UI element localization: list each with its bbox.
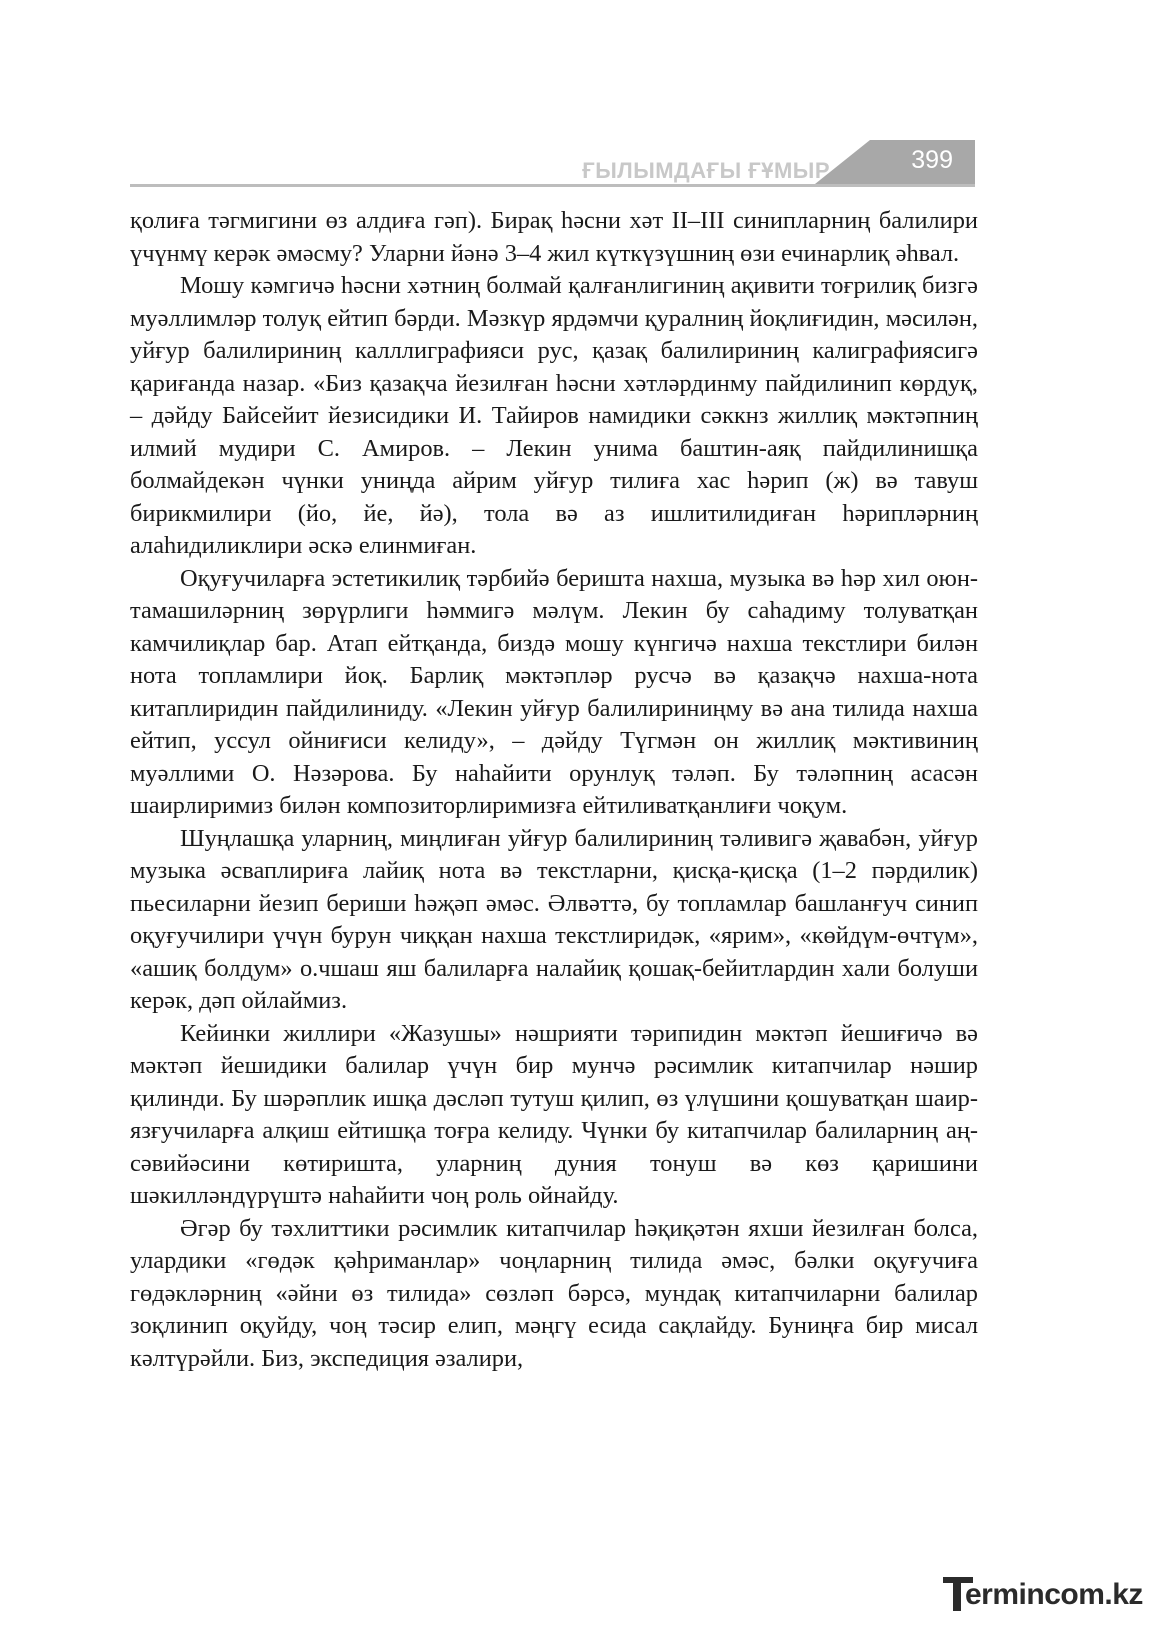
header-rule [130,184,975,187]
page-number: 399 [911,146,953,174]
paragraph: Кейинки жиллири «Жазушы» нәшрияти тәрипидин мәктәп йешиғичә вә мәктәп йешидики балилар үчүн бир мунчә рәсимлик китапчилар нәшир қилинди. Бу шәрәплик ишқа дәсләп тутуш қилип, өз үлүшини қошуватқан шаир-язғучиларға алқиш ейтишқа тоғра келиду. Чүнки бу китапчилар балиларниң аң-сәвийәсини көтиришта, уларниң дуния тонуш вә көз қаришини шәкилләндүрүштә наһайити чоң роль ойнайду. [130,1019,978,1209]
running-header [130,140,975,190]
body-text [130,205,978,1375]
paragraph: Әгәр бу тәхлиттики рәсимлик китапчилар һәқиқәтән яхши йезилған болса, улардики «гөдәк қәһриманлар» чоңларниң тилида әмәс, бәлки оқуғучиға гөдәкләрниң «әйни өз тилида» сөзләп бәрсә, мундақ китапчиларни балилар зоқлинип оқуйду, чоң тәсир елип, мәңгү есида сақлайду. Буниңға бир мисал кәлтүрәйли. Биз, экспедиция әзалири, [130,1214,978,1372]
paragraph: Мошу кәмгичә һәсни хәтниң болмай қалғанлигиниң ақивити тоғрилиқ бизгә муәллимләр толуқ ейтип бәрди. Мәзкүр ярдәмчи қуралниң йоқлиғидин, мәсилән, уйғур балилириниң калллиграфияси рус, қазақ балилириниң калиграфиясигә қариғанда назар. «Биз қазақча йезилған һәсни хәтләрдинму пайдилинип көрдуқ, – дәйду Байсейит йезисидики И. Тайиров намидики сәккнз жиллиқ мәктәпниң илмий мудири С. Амиров. – Лекин унима баштин-аяқ пайдилинишқа болмайдекән чүнки униңда айрим уйғур тилиға хас һәрип (ж) вә тавуш бирикмилири (йо, йе, йә), тола вә аз ишлитилидиған һәрипләрниң алаһидиликлири әскә елинмиған. [130,272,978,559]
paragraph: қолиға тәгмигини өз алдиға гәп). Бирақ һәсни хәт II–III синипларниң балилири үчүнмү керәк әмәсму? Уларни йәнә 3–4 жил күткүзүшниң өзи ечинарлиқ әһвал. [130,207,978,267]
watermark-text: ermincom.kz [965,1578,1143,1611]
site-watermark [943,1575,1153,1623]
paragraph: Шуңлашқа уларниң, миңлиған уйғур балилириниң тәливигә җавабән, уйғур музыка әсваплириға лайиқ нота вә текстларни, қисқа-қисқа (1–2 пәрдилик) пьесиларни йезип бериши һәҗәп әмәс. Әлвәттә, бу топламлар башланғуч синип оқуғучилири үчүн бурун чиққан нахша текстлиридәк, «ярим», «көйдүм-өчтүм», «ашиқ болдум» о.чшаш яш балиларға налайиқ қошақ-бейитлардин хали болуши керәк, дәп ойлаймиз. [130,824,978,1014]
section-title: ҒЫЛЫМДАҒЫ ҒҰМЫР [582,158,830,183]
paragraph: Оқуғучиларға эстетикилиқ тәрбийә беришта нахша, музыка вә һәр хил оюн-тамашиләрниң зөрүрлиги һәммигә мәлүм. Лекин бу саһадиму толуватқан камчилиқлар бар. Атап ейтқанда, биздә мошу күнгичә нахша текстлири билән нота топламлири йоқ. Барлиқ мәктәпләр русчә вә қазақчә нахша-нота китаплиридин пайдилиниду. «Лекин уйғур балилириниңму вә ана тилида нахша ейтип, уссул ойниғиси келиду», – дәйду Түгмән он жиллиқ мәктивиниң муәллими О. Нәзәрова. Бу наһайити орунлуқ тәләп. Бу тәләпниң асасән шаирлиримиз билән композиторлиримизға ейтиливатқанлиғи чоқум. [130,564,978,819]
